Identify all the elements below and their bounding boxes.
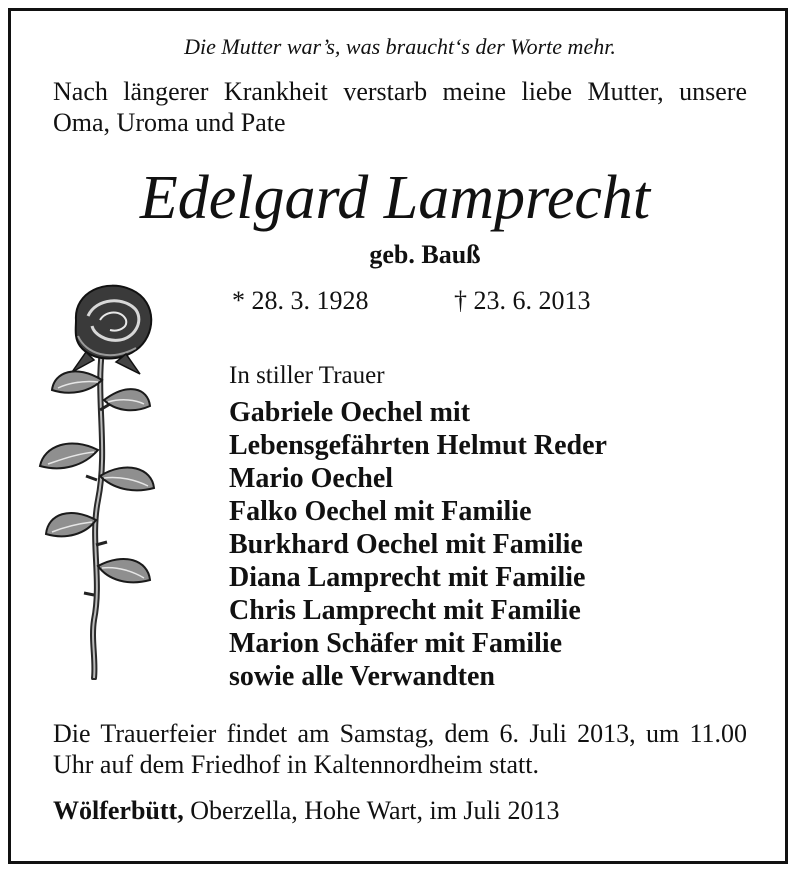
mourner-item: sowie alle Verwandten (229, 661, 495, 692)
maiden-name: geb. Bauß (369, 240, 481, 269)
closing-rest: Oberzella, Hohe Wart, im Juli 2013 (183, 796, 560, 825)
mourner-item: Gabriele Oechel mit (229, 397, 471, 428)
life-dates (232, 286, 591, 316)
death-date: † 23. 6. 2013 (454, 286, 591, 315)
mourner-item: Chris Lamprecht mit Familie (229, 595, 581, 626)
mourners-list (229, 396, 607, 693)
mourner-item: Marion Schäfer mit Familie (229, 628, 563, 659)
mourner-item: Burkhard Oechel mit Familie (229, 529, 583, 560)
mourner-item: Mario Oechel (229, 463, 394, 494)
motto: Die Mutter war’s, was braucht‘s der Worte mehr. (184, 34, 616, 59)
intro-text: Nach längerer Krankheit verstarb meine liebe Mutter, unsere Oma, Uroma und Pate (53, 77, 747, 137)
birth-date: * 28. 3. 1928 (232, 286, 369, 315)
funeral-notice: Die Trauerfeier findet am Samstag, dem 6. Juli 2013, um 11.00 Uhr auf dem Friedhof in Kaltennordheim statt. (53, 719, 747, 779)
mourner-item: Falko Oechel mit Familie (229, 496, 532, 527)
mourner-item: Lebensgefährten Helmut Reder (229, 430, 607, 461)
rose-icon (36, 280, 166, 680)
closing-place: Wölferbütt, (53, 796, 184, 825)
mourning-label: In stiller Trauer (229, 362, 385, 389)
mourner-item: Diana Lamprecht mit Familie (229, 562, 586, 593)
deceased-name: Edelgard Lamprecht (139, 164, 651, 232)
closing-line (53, 796, 559, 826)
